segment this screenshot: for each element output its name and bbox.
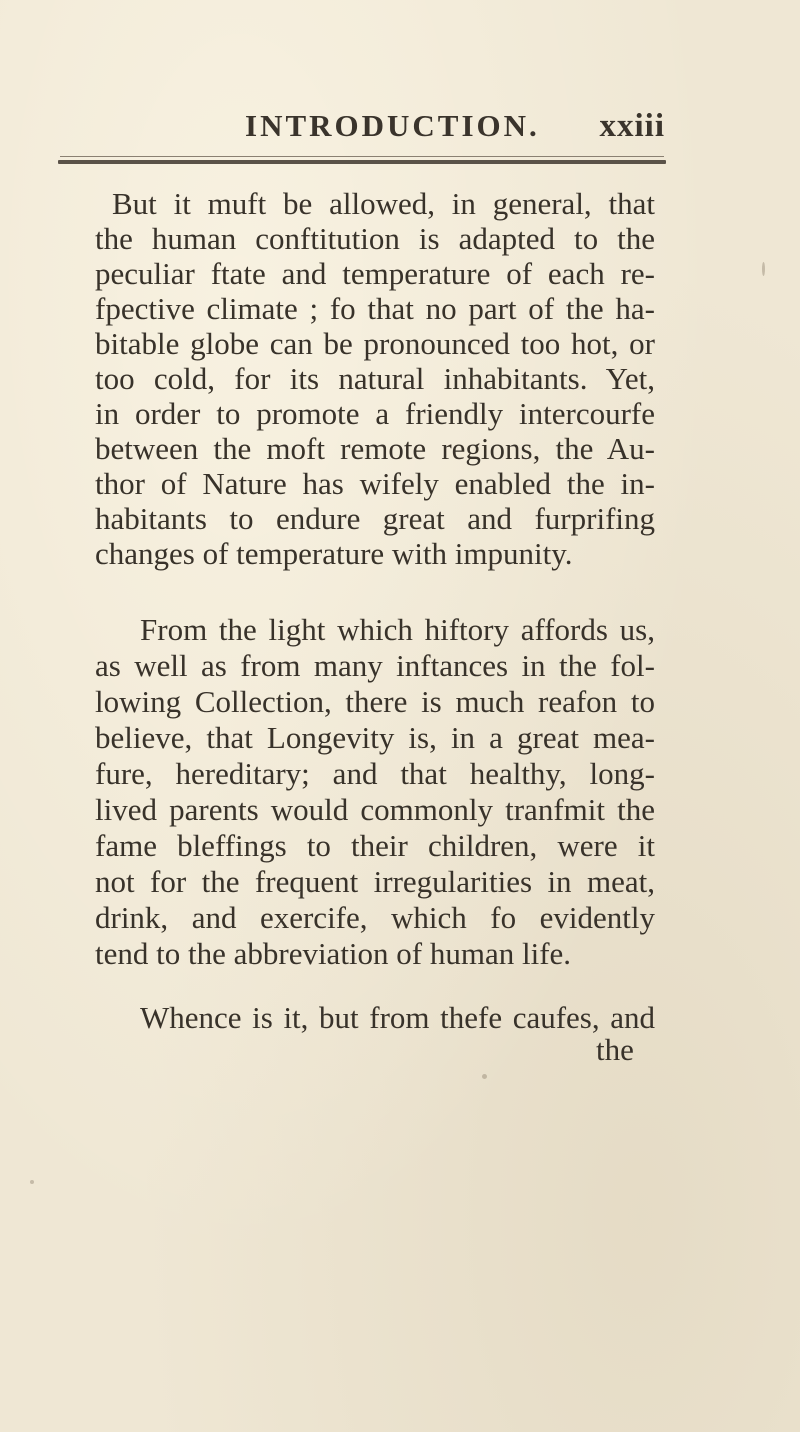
text-line: bitable globe can be pronounced too hot, or	[95, 326, 655, 361]
text-line: tend to the abbreviation of human life.	[95, 936, 572, 971]
page-blemish	[482, 1074, 487, 1079]
header-rule	[58, 160, 666, 164]
catchword: the	[596, 1032, 634, 1067]
text-line: in order to promote a friendly intercourfe	[95, 396, 655, 431]
text-line: lived parents would commonly tranfmit the	[95, 792, 655, 827]
page-blemish	[30, 1180, 34, 1184]
text-line: changes of temperature with impunity.	[95, 536, 573, 571]
text-line: lowing Collection, there is much reafon to	[95, 684, 655, 719]
text-line: drink, and exercife, which fo evidently	[95, 900, 655, 935]
text-line: not for the frequent irregularities in meat,	[95, 864, 655, 899]
text-line: From the light which hiftory affords us,	[140, 612, 655, 647]
text-line: between the moft remote regions, the Au-	[95, 431, 655, 466]
text-line: But it muft be allowed, in general, that	[112, 186, 655, 221]
header-rule-thin	[60, 156, 664, 157]
text-line: fame bleffings to their children, were it	[95, 828, 655, 863]
text-line: the human conftitution is adapted to the	[95, 221, 655, 256]
running-head	[245, 108, 665, 152]
text-line: fure, hereditary; and that healthy, long-	[95, 756, 655, 791]
page-number: xxiii	[599, 108, 665, 144]
text-line: thor of Nature has wifely enabled the in-	[95, 466, 655, 501]
text-line: too cold, for its natural inhabitants. Yet,	[95, 361, 655, 396]
text-line: fpective climate ; fo that no part of the ha-	[95, 291, 655, 326]
running-title: INTRODUCTION.	[245, 108, 540, 143]
text-line: as well as from many inftances in the fol-	[95, 648, 655, 683]
text-line: habitants to endure great and furprifing	[95, 501, 655, 536]
text-line: peculiar ftate and temperature of each re-	[95, 256, 655, 291]
text-line: Whence is it, but from thefe caufes, and	[140, 1000, 655, 1035]
page-blemish	[762, 262, 765, 276]
text-line: believe, that Longevity is, in a great mea-	[95, 720, 655, 755]
